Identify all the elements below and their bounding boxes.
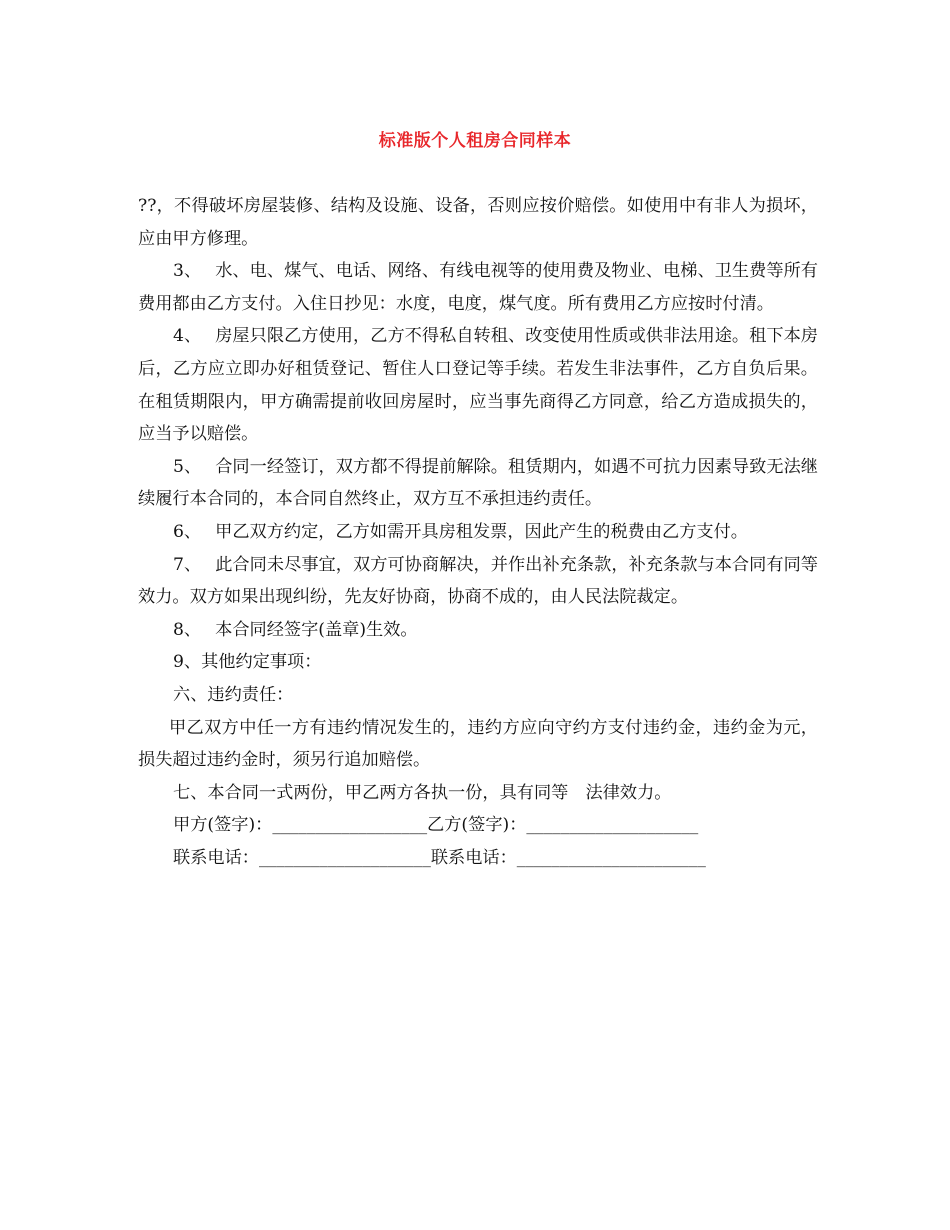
clause-7 [138,549,818,614]
signature-row [138,809,818,842]
clause-text: 甲乙双方约定，乙方如需开具房租发票，因此产生的税费由乙方支付。 [215,521,748,542]
clause-text: 水、电、煤气、电话、网络、有线电视等的使用费及物业、电梯、卫生费等所有费用都由乙方支付。入住日抄见：水度，电度，煤气度。所有费用乙方应按时付清。 [138,261,818,314]
document-body [138,190,818,874]
clause-text: 9、其他约定事项： [173,652,322,673]
clause-text: 房屋只限乙方使用，乙方不得私自转租、改变使用性质或供非法用途。租下本房后，乙方应立即办好租赁登记、暂住人口登记等手续。若发生非法事件，乙方自负后果。在租赁期限内，甲方确需提前收回房屋时，应当事先商得乙方同意，给乙方造成损失的，应当予以赔偿。 [138,326,818,445]
paragraph-text: ??，不得破坏房屋装修、结构及设施、设备，否则应按价赔偿。如使用中有非人为损坏，应由甲方修理。 [138,196,818,249]
clause-text: 此合同未尽事宜，双方可协商解决，并作出补充条款，补充条款与本合同有同等效力。双方如果出现纠纷，先友好协商，协商不成的，由人民法院裁定。 [138,554,818,608]
section-breach-heading [138,679,818,712]
clause-5 [138,451,818,516]
party-b-phone: 联系电话：______________________ [430,847,706,868]
party-a-phone: 联系电话：____________________ [173,847,431,868]
paragraph-text: 甲乙双方中任一方有违约情况发生的，违约方应向守约方支付违约金，违约金为元，损失超过违约金时，须另行追加赔偿。 [138,717,818,771]
clause-6 [138,516,818,549]
clause-number: 7、 [173,554,202,575]
clause-9 [138,646,818,679]
breach-paragraph [138,712,818,777]
clause-number: 3、 [173,261,202,282]
paragraph-1 [138,190,818,255]
clause-text: 本合同经签字(盖章)生效。 [215,619,418,640]
clause-8 [138,614,818,647]
section-heading: 六、违约责任： [173,684,294,705]
clause-number: 8、 [173,619,202,640]
section-copies [138,777,818,810]
paragraph-text: 七、本合同一式两份，甲乙两方各执一份，具有同等 法律效力。 [173,782,672,803]
party-b-signature: 乙方(签字)：____________________ [427,815,699,836]
clause-number: 6、 [173,521,202,542]
phone-row [138,842,818,875]
clause-text: 合同一经签订，双方都不得提前解除。租赁期内，如遇不可抗力因素导致无法继续履行本合同的，本合同自然终止，双方互不承担违约责任。 [138,456,818,510]
party-a-signature: 甲方(签字)：__________________ [173,815,428,836]
page-title: 标准版个人租房合同样本 [378,131,572,151]
clause-4 [138,320,818,450]
clause-number: 5、 [173,456,202,477]
clause-3 [138,255,818,320]
clause-number: 4、 [173,326,202,347]
